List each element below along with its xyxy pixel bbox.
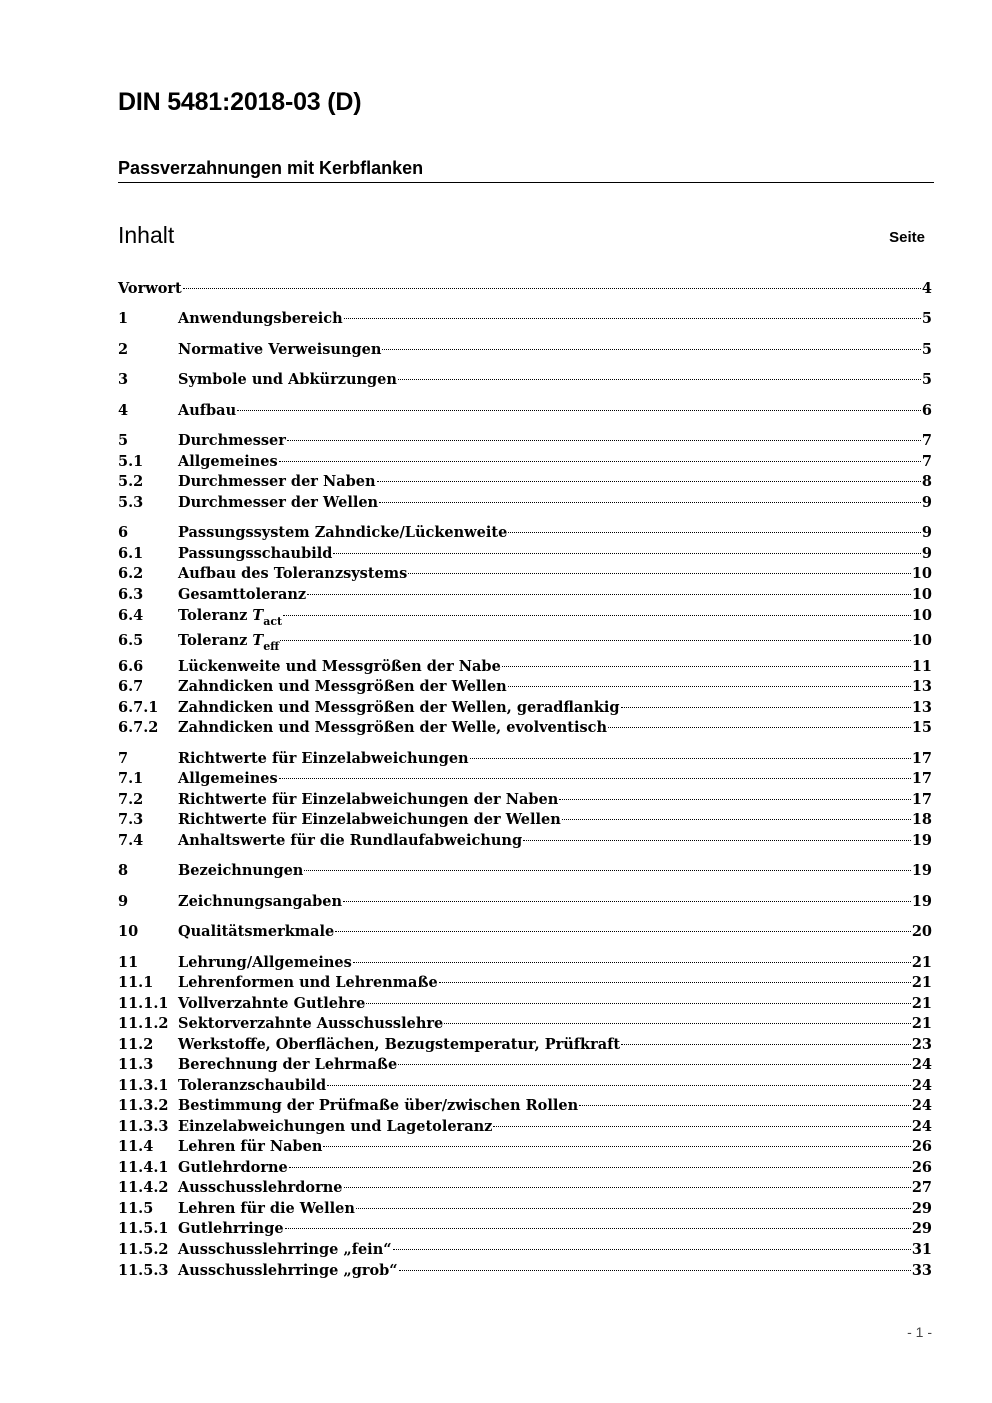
toc-entry-number: 10 [118, 923, 139, 940]
toc-entry-leader [183, 288, 921, 289]
toc-entry-title [178, 563, 407, 585]
toc-entry-title [178, 717, 607, 739]
toc-entry-number: 6 [118, 524, 129, 541]
toc-entry-number: 9 [118, 893, 129, 910]
toc-entry-number: 6.7 [118, 678, 144, 695]
toc-entry-number: 11.4 [118, 1138, 154, 1155]
toc-entry[interactable] [118, 451, 932, 473]
toc-entry-page: 20 [911, 923, 932, 940]
toc-entry-title-text: Richtwerte für Einzelabweichungen der Wellen [178, 811, 561, 828]
toc-entry-title-text: Gutlehrringe [178, 1220, 284, 1237]
toc-entry-leader [379, 502, 921, 503]
toc-entry-leader [444, 1023, 911, 1024]
toc-entry-title [178, 492, 378, 514]
toc-entry-leader [470, 758, 911, 759]
toc-entry-title-text: Durchmesser [178, 432, 286, 449]
toc-entry-number: 5.3 [118, 494, 144, 511]
toc-entry-title-text: Lückenweite und Messgrößen der Nabe [178, 658, 501, 675]
toc-entry-page: 13 [911, 699, 932, 716]
toc-entry-title-text: Werkstoffe, Oberflächen, Bezugstemperatur, Prüfkraft [178, 1036, 621, 1053]
toc-entry-page: 8 [921, 473, 932, 490]
toc-entry-number: 11.3.1 [118, 1077, 169, 1094]
toc-entry-leader [289, 1167, 911, 1168]
toc-entry-leader [279, 778, 911, 779]
toc-entry-title [178, 430, 286, 452]
toc-entry-title [178, 768, 278, 790]
toc-entry-number: 6.6 [118, 658, 144, 675]
toc-entry-title [178, 584, 306, 606]
toc-entry-page: 6 [921, 402, 932, 419]
toc-entry[interactable] [118, 543, 932, 565]
toc-entry[interactable] [118, 921, 932, 943]
toc-entry-title [178, 809, 561, 831]
toc-entry[interactable] [118, 952, 932, 974]
toc-entry-page: 19 [911, 862, 932, 879]
toc-entry[interactable] [118, 830, 932, 852]
toc-entry-page: 21 [911, 974, 932, 991]
toc-entry-leader [621, 707, 911, 708]
toc-entry-leader [382, 349, 921, 350]
toc-entry-leader [523, 840, 911, 841]
toc-entry-leader [398, 1064, 911, 1065]
toc-entry-title [178, 1095, 578, 1117]
toc-entry[interactable] [118, 430, 932, 452]
toc-entry-number: 6.5 [118, 632, 144, 649]
toc-entry-number: 6.3 [118, 586, 144, 603]
toc-entry-title [178, 830, 522, 852]
toc-entry-number: 5 [118, 432, 129, 449]
toc-entry-title-text: Allgemeines [178, 770, 278, 787]
toc-entry-page: 21 [911, 954, 932, 971]
toc-entry-title-text: Durchmesser der Wellen [178, 494, 379, 511]
toc-entry-leader [579, 1105, 911, 1106]
toc-entry[interactable] [118, 1198, 932, 1220]
toc-entry-title [178, 630, 279, 652]
toc-entry-title [178, 451, 278, 473]
toc-entry-number: 11.1 [118, 974, 154, 991]
toc-entry-page: 5 [921, 341, 932, 358]
toc-entry-title [178, 697, 620, 719]
toc-entry-number: 2 [118, 341, 129, 358]
toc-entry-leader [344, 318, 921, 319]
toc-entry-page: 10 [911, 632, 932, 649]
toc-entry-leader [344, 1187, 911, 1188]
toc-entry-number: 11.5.3 [118, 1262, 169, 1279]
toc-entry-title [178, 860, 303, 882]
toc-entry-page: 27 [911, 1179, 932, 1196]
toc-entry-leader [493, 1126, 910, 1127]
toc-entry-leader [333, 553, 921, 554]
toc-entry-title-text: Sektorverzahnte Ausschusslehre [178, 1015, 444, 1032]
toc-entry-title-text: Lehrenformen und Lehrenmaße [178, 974, 438, 991]
toc-entry-page: 11 [911, 658, 932, 675]
toc-entry-title-text: Bezeichnungen [178, 862, 304, 879]
toc-entry-title-text: Normative Verweisungen [178, 341, 382, 358]
toc-entry-page: 5 [921, 310, 932, 327]
toc-entry[interactable] [118, 584, 932, 606]
toc-entry[interactable] [118, 471, 932, 493]
toc-entry-title-text: Richtwerte für Einzelabweichungen der Naben [178, 791, 559, 808]
toc-entry-title [178, 789, 558, 811]
toc-entry-title [178, 1034, 620, 1056]
toc-entry-title-text: Passungsschaubild [178, 545, 333, 562]
toc-entry-number: 11.5.1 [118, 1220, 169, 1237]
toc-entry[interactable] [118, 656, 932, 678]
toc-entry[interactable] [118, 278, 932, 300]
toc-entry-title-text: Zahndicken und Messgrößen der Wellen [178, 678, 507, 695]
toc-entry-title-text: Lehren für die Wellen [178, 1200, 355, 1217]
toc-entry-title [178, 972, 438, 994]
toc-entry-page: 15 [911, 719, 932, 736]
toc-entry[interactable] [118, 339, 932, 361]
toc-entry-page: 29 [911, 1220, 932, 1237]
toc-entry-title-text: Gutlehrdorne [178, 1159, 288, 1176]
toc-entry[interactable] [118, 809, 932, 831]
toc-entry-leader [502, 666, 911, 667]
toc-entry-title [178, 1054, 397, 1076]
toc-entry-page: 26 [911, 1138, 932, 1155]
toc-entry-page: 26 [911, 1159, 932, 1176]
toc-entry-page: 5 [921, 371, 932, 388]
toc-entry-leader [237, 410, 921, 411]
toc-entry-number: 11.3.3 [118, 1118, 169, 1135]
toc-entry-number: 3 [118, 371, 129, 388]
toc-entry-title [178, 993, 365, 1015]
toc-entry-page: 4 [921, 280, 932, 297]
toc-entry[interactable] [118, 1013, 932, 1035]
toc-entry-number: 7 [118, 750, 129, 767]
toc-entry-number: 11 [118, 954, 139, 971]
toc-entry-number: Vorwort [118, 280, 182, 297]
toc-entry-title [178, 921, 334, 943]
toc-entry-leader [327, 1085, 911, 1086]
toc-entry-title-text: Einzelabweichungen und Lagetoleranz [178, 1118, 493, 1135]
toc-entry-number: 11.1.1 [118, 995, 169, 1012]
toc-entry[interactable] [118, 1260, 932, 1282]
toc-entry-page: 9 [921, 545, 932, 562]
page-column-label: Seite [889, 229, 925, 246]
toc-entry-title-text: Richtwerte für Einzelabweichungen [178, 750, 469, 767]
toc-entry-title-text: Ausschusslehrringe „fein“ [178, 1241, 392, 1258]
toc-entry[interactable] [118, 768, 932, 790]
toc-entry-title [178, 676, 507, 698]
toc-entry-title-text: Aufbau [178, 402, 237, 419]
toc-entry[interactable] [118, 1054, 932, 1076]
toc-entry-leader [335, 931, 911, 932]
toc-entry-title [178, 605, 282, 627]
toc-entry[interactable] [118, 1116, 932, 1138]
toc-entry[interactable] [118, 676, 932, 698]
toc-entry-leader [439, 982, 911, 983]
toc-entry-title [178, 891, 342, 913]
toc-entry-title-text: Zahndicken und Messgrößen der Wellen, geradflankig [178, 699, 620, 716]
toc-entry-leader [399, 1270, 911, 1271]
toc-entry-title-text: Vollverzahnte Gutlehre [178, 995, 366, 1012]
toc-entry-leader [398, 379, 921, 380]
toc-entry-page: 9 [921, 494, 932, 511]
toc-entry-title [178, 1260, 398, 1282]
toc-entry[interactable] [118, 1075, 932, 1097]
toc-entry-number: 7.3 [118, 811, 144, 828]
toc-entry-title-text: Lehren für Naben [178, 1138, 323, 1155]
toc-entry[interactable] [118, 1034, 932, 1056]
toc-entry[interactable] [118, 522, 932, 544]
toc-entry-title [178, 369, 397, 391]
toc-entry-title-text: Ausschusslehrringe „grob“ [178, 1262, 398, 1279]
toc-entry-title-text: Toleranzschaubild [178, 1077, 327, 1094]
toc-entry[interactable] [118, 789, 932, 811]
toc-entry-number: 7.2 [118, 791, 144, 808]
toc-entry-page: 24 [911, 1056, 932, 1073]
toc-entry-title-text: Durchmesser der Naben [178, 473, 376, 490]
toc-entry[interactable] [118, 1239, 932, 1261]
toc-entry-leader [356, 1208, 911, 1209]
toc-entry-page: 7 [921, 453, 932, 470]
toc-entry-number: 6.1 [118, 545, 144, 562]
toc-entry-number: 11.5.2 [118, 1241, 169, 1258]
contents-heading: Inhalt [118, 222, 175, 248]
toc-entry-leader [408, 573, 911, 574]
toc-entry-title [178, 471, 376, 493]
toc-entry-subscript: act [263, 615, 283, 628]
toc-entry-page: 29 [911, 1200, 932, 1217]
toc-entry-leader [287, 440, 921, 441]
toc-entry-title [178, 952, 352, 974]
toc-entry-title [178, 308, 343, 330]
toc-entry-title-text: Lehrung/Allgemeines [178, 954, 352, 971]
toc-entry-number: 1 [118, 310, 129, 327]
toc-entry-number: 4 [118, 402, 129, 419]
toc-entry-page: 23 [911, 1036, 932, 1053]
toc-entry-page: 24 [911, 1118, 932, 1135]
toc-entry-leader [343, 901, 911, 902]
toc-entry-leader [562, 819, 911, 820]
toc-entry-title [178, 1013, 443, 1035]
toc-entry[interactable] [118, 891, 932, 913]
toc-entry-leader [285, 1228, 911, 1229]
toc-entry-title-text: Anhaltswerte für die Rundlaufabweichung [178, 832, 523, 849]
toc-entry-number: 7.4 [118, 832, 144, 849]
toc-entry-page: 9 [921, 524, 932, 541]
toc-entry-leader [559, 799, 911, 800]
toc-entry-number: 5.2 [118, 473, 144, 490]
toc-entry[interactable] [118, 697, 932, 719]
toc-entry-leader [377, 481, 921, 482]
toc-entry-page: 19 [911, 832, 932, 849]
toc-entry-title [178, 339, 381, 361]
toc-entry-title [178, 1075, 326, 1097]
toc-entry-number: 6.4 [118, 607, 144, 624]
toc-entry-title [178, 1198, 355, 1220]
toc-entry-title-text: Anwendungsbereich [178, 310, 343, 327]
toc-entry[interactable] [118, 630, 932, 652]
toc-entry-title [178, 400, 236, 422]
toc-entry-title-text: Zeichnungsangaben [178, 893, 342, 910]
toc-entry-title [178, 1177, 343, 1199]
toc-entry[interactable] [118, 860, 932, 882]
toc-entry[interactable] [118, 369, 932, 391]
toc-entry-page: 33 [911, 1262, 932, 1279]
toc-entry[interactable] [118, 1095, 932, 1117]
toc-entry-title [178, 522, 507, 544]
toc-entry-leader [307, 594, 911, 595]
toc-entry-number: 7.1 [118, 770, 144, 787]
toc-entry-number: 8 [118, 862, 129, 879]
toc-entry-page: 24 [911, 1077, 932, 1094]
toc-entry[interactable] [118, 563, 932, 585]
toc-entry[interactable] [118, 1136, 932, 1158]
toc-entry-number: 11.3 [118, 1056, 154, 1073]
toc-entry[interactable] [118, 308, 932, 330]
toc-entry-leader [366, 1003, 910, 1004]
toc-entry-page: 7 [921, 432, 932, 449]
toc-entry-number: 6.7.1 [118, 699, 159, 716]
toc-entry-number: 11.1.2 [118, 1015, 169, 1032]
title-rule [118, 182, 934, 183]
toc-entry-title-text: Qualitätsmerkmale [178, 923, 335, 940]
toc-entry-title-text: Toleranz [178, 607, 253, 624]
toc-entry-title [178, 1136, 322, 1158]
toc-entry-page: 10 [911, 565, 932, 582]
toc-entry[interactable] [118, 748, 932, 770]
toc-entry[interactable] [118, 492, 932, 514]
toc-entry-page: 17 [911, 750, 932, 767]
toc-entry-leader [393, 1249, 911, 1250]
toc-entry-leader [508, 532, 921, 533]
toc-entry-leader [621, 1044, 911, 1045]
toc-entry-subscript: eff [263, 640, 280, 653]
toc-entry-leader [283, 615, 911, 616]
page-number: - 1 - [907, 1324, 932, 1340]
toc-entry-leader [323, 1146, 910, 1147]
document-id: DIN 5481:2018-03 (D) [118, 88, 362, 116]
toc-entry-number: 11.3.2 [118, 1097, 169, 1114]
toc-entry-number: 5.1 [118, 453, 144, 470]
toc-entry[interactable] [118, 972, 932, 994]
toc-entry[interactable] [118, 1218, 932, 1240]
toc-entry-page: 13 [911, 678, 932, 695]
toc-entry-title [178, 1218, 284, 1240]
toc-entry-title-text: Passungssystem Zahndicke/Lückenweite [178, 524, 508, 541]
toc-entry-number: 11.5 [118, 1200, 154, 1217]
toc-entry-title-text: Zahndicken und Messgrößen der Welle, evolventisch [178, 719, 608, 736]
toc-entry-page: 18 [911, 811, 932, 828]
toc-entry[interactable] [118, 605, 932, 627]
document-title: Passverzahnungen mit Kerbflanken [118, 158, 424, 178]
toc-entry-leader [508, 686, 911, 687]
toc-entry-title-text: Toleranz [178, 632, 253, 649]
toc-entry-title-text: Gesamttoleranz [178, 586, 307, 603]
toc-entry[interactable] [118, 717, 932, 739]
toc-entry-title-text: Allgemeines [178, 453, 278, 470]
toc-entry-leader [279, 461, 921, 462]
toc-entry-symbol: T [252, 632, 264, 649]
toc-entry-title-text: Aufbau des Toleranzsystems [178, 565, 408, 582]
toc-entry[interactable] [118, 400, 932, 422]
toc-entry[interactable] [118, 993, 932, 1015]
toc-entry-page: 10 [911, 607, 932, 624]
toc-entry-page: 19 [911, 893, 932, 910]
toc-entry-title-text: Berechnung der Lehrmaße [178, 1056, 398, 1073]
toc-entry-page: 21 [911, 995, 932, 1012]
toc-entry-number: 11.2 [118, 1036, 154, 1053]
toc-entry[interactable] [118, 1177, 932, 1199]
toc-entry-title [178, 1157, 288, 1179]
toc-entry-symbol: T [252, 607, 264, 624]
toc-entry-page: 17 [911, 791, 932, 808]
toc-entry-number: 11.4.2 [118, 1179, 169, 1196]
toc-entry-title-text: Ausschusslehrdorne [178, 1179, 343, 1196]
toc-entry-page: 10 [911, 586, 932, 603]
toc-entry-number: 11.4.1 [118, 1159, 169, 1176]
toc-entry-number: 6.2 [118, 565, 144, 582]
toc-entry-number: 6.7.2 [118, 719, 159, 736]
toc-entry-title [178, 1239, 392, 1261]
toc-entry-title-text: Bestimmung der Prüfmaße über/zwischen Rollen [178, 1097, 579, 1114]
toc-entry-page: 17 [911, 770, 932, 787]
toc-entry-title [178, 748, 469, 770]
toc-entry[interactable] [118, 1157, 932, 1179]
toc-entry-leader [608, 727, 911, 728]
toc-entry-title [178, 1116, 492, 1138]
toc-entry-leader [304, 870, 910, 871]
toc-entry-page: 21 [911, 1015, 932, 1032]
toc-entry-leader [280, 640, 911, 641]
toc-entry-title [178, 543, 332, 565]
toc-entry-page: 31 [911, 1241, 932, 1258]
toc-entry-page: 24 [911, 1097, 932, 1114]
toc-entry-leader [353, 962, 911, 963]
toc-entry-title [178, 656, 501, 678]
toc-entry-title-text: Symbole und Abkürzungen [178, 371, 397, 388]
